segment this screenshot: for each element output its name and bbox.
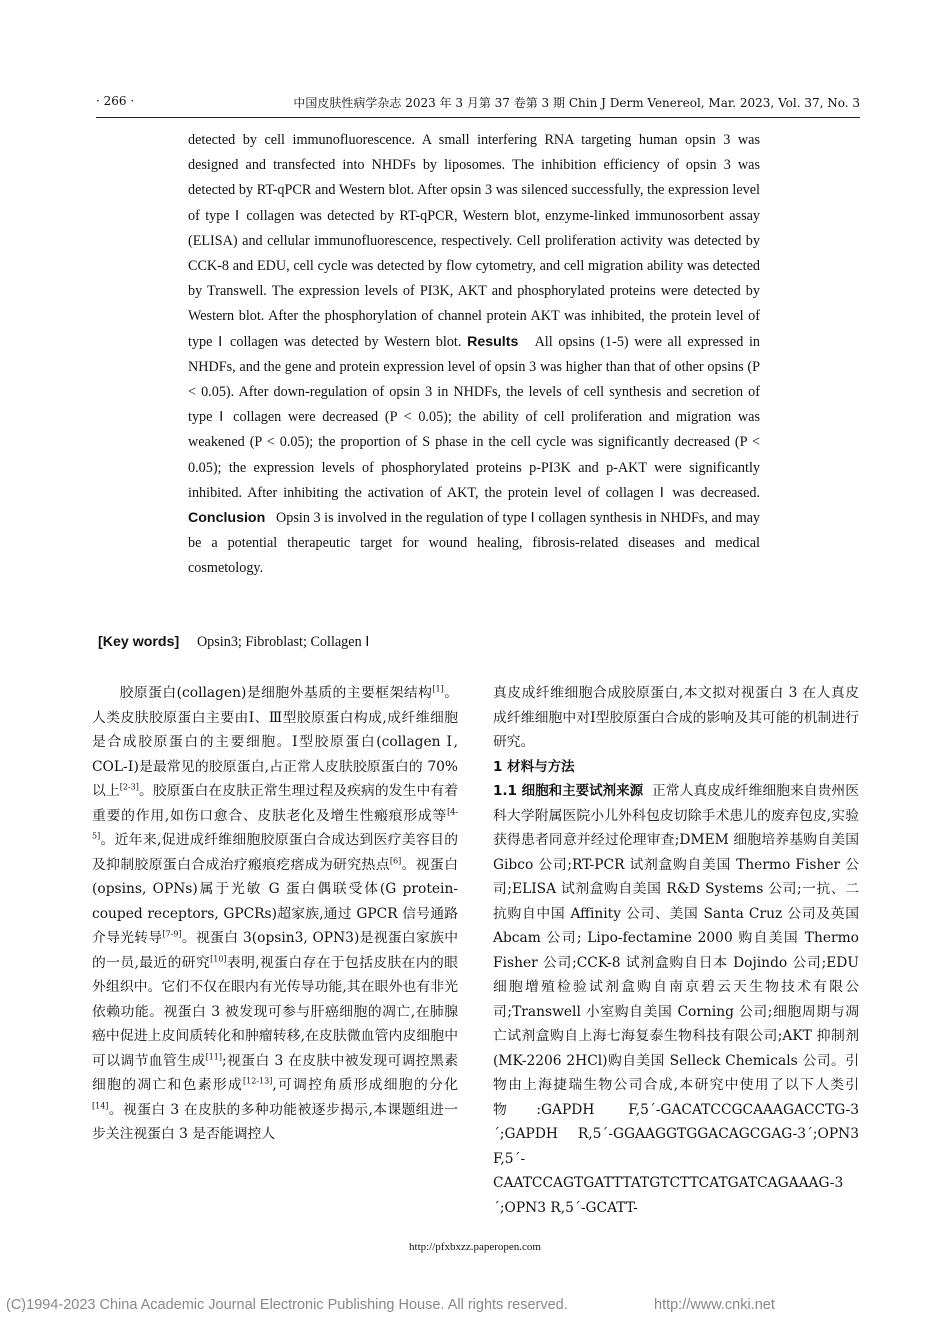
conclusion-label: Conclusion bbox=[188, 510, 266, 527]
intro-paragraph: 胶原蛋白(collagen)是细胞外基质的主要框架结构[1]。人类皮肤胶原蛋白主要由Ⅰ、Ⅲ型胶原蛋白构成,成纤维细胞是合成胶原蛋白的主要细胞。Ⅰ型胶原蛋白(collagen Ⅰ, COL-Ⅰ)是最常见的胶原蛋白,占正常人皮肤胶原蛋白的 70% 以上[2-3]。胶原蛋白在皮肤正常生理过程及疾病的发生中有着重要的作用,如伤口愈合、皮肤老化及增生性瘢痕形成等[4-5]。近年来,促进成纤维细胞胶原蛋白合成达到医疗美容目的及抑制胶原蛋白合成治疗瘢痕疙瘩成为研究热点[6]。视蛋白(opsins, OPNs)属于光敏 G 蛋白偶联受体(G protein-couped receptors, GPCRs)超家族,通过 GPCR 信号通路介导光转导[7-9]。视蛋白 3(opsin3, OPN3)是视蛋白家族中的一员,最近的研究[10]表明,视蛋白存在于包括皮肤在内的眼外组织中。它们不仅在眼内有光传导功能,其在眼外也有非光依赖功能。视蛋白 3 被发现可参与肝癌细胞的凋亡,在肺腺癌中促进上皮间质转化和肿瘤转移,在皮肤微血管内皮细胞中可以调节血管生成[11];视蛋白 3 在皮肤中被发现可调控黑素细胞的凋亡和色素形成[12-13],可调控角质形成细胞的分化[14]。视蛋白 3 在皮肤的多种功能被逐步揭示,本课题组进一步关注视蛋白 3 是否能调控人 bbox=[92, 684, 459, 1142]
journal-citation: 中国皮肤性病学杂志 2023 年 3 月第 37 卷第 3 期 Chin J Derm Venereol, Mar. 2023, Vol. 37, No. 3 bbox=[293, 96, 860, 110]
citation-ref: [11] bbox=[205, 1051, 223, 1061]
subsection-heading: 1.1 细胞和主要试剂来源 bbox=[493, 783, 644, 799]
copyright-notice: (C)1994-2023 China Academic Journal Electronic Publishing House. All rights reserved. bbox=[6, 1297, 568, 1313]
citation-ref: [6] bbox=[389, 855, 402, 865]
citation-ref: [1] bbox=[432, 684, 444, 694]
journal-url: http://pfxbxzz.paperopen.com bbox=[409, 1241, 541, 1253]
citation-ref: [10] bbox=[210, 953, 227, 963]
methods-text: 正常人真皮成纤维细胞来自贵州医科大学附属医院小儿外科包皮切除手术患儿的废弃包皮,实验获得患者同意并经过伦理审查;DMEM 细胞培养基购自美国 Gibco 公司;RT-PCR 试剂盒购自美国 Thermo Fisher 公司;ELISA 试剂盒购自美国 R&D Systems 公司;一抗、二抗购自中国 Affinity 公司、美国 Santa Cruz 公司及英国 Abcam 公司; Lipo-fectamine 2000 购自美国 Thermo Fisher 公司;CCK-8 试剂盒购自日本 Dojindo 公司;EDU 细胞增殖检验试剂盒购自南京碧云天生物技术有限公司;Transwell 小室购自美国 Corning 公司;细胞周期与凋亡试剂盒购自上海七海复泰生物科技有限公司;AKT 抑制剂(MK-2206 2HCl)购自美国 Selleck Chemicals 公司。引物由上海捷瑞生物公司合成,本研究中使用了以下人类引物:GAPDH F,5´-GACATCCGCAAAGACCTG-3´;GAPDH R,5´-GGAAGGTGGACAGCGAG-3´;OPN3 F,5´-CAATCCAGTGATTTATGTCTTCATGATCAGAAAG-3´;OPN3 R,5´-GCATT- bbox=[493, 783, 859, 1216]
abstract-methods: detected by cell immunofluorescence. A small interfering RNA targeting human opsin 3 was designed and transfected into NHDFs by liposomes. The inhibition efficiency of opsin 3 was detected by RT-qPCR and Western blot. After opsin 3 was silenced successfully, the expression level of type Ⅰ collagen was detected by RT-qPCR, Western blot, enzyme-linked immunosorbent assay (ELISA) and cellular immunofluorescence, respectively. Cell proliferation activity was detected by CCK-8 and EDU, cell cycle was detected by flow cytometry, and cell migration ability was detected by Transwell. The expression levels of PI3K, AKT and phosphorylated proteins were detected by Western blot. After the phosphorylation of channel protein AKT was inhibited, the protein level of type Ⅰ collagen was detected by Western blot. bbox=[188, 132, 760, 350]
citation-ref: [2-3] bbox=[119, 782, 139, 792]
header-rule bbox=[96, 117, 860, 118]
methods-paragraph bbox=[493, 779, 859, 1220]
citation-ref: [4-5] bbox=[92, 806, 458, 841]
keywords-text: Opsin3; Fibroblast; Collagen Ⅰ bbox=[196, 634, 370, 650]
running-header bbox=[96, 92, 860, 114]
footer bbox=[0, 1297, 950, 1319]
keywords bbox=[98, 634, 798, 651]
left-column bbox=[92, 681, 458, 1147]
citation-ref: [12-13] bbox=[243, 1076, 273, 1086]
citation-ref: [7-9] bbox=[162, 929, 182, 939]
keywords-label: [Key words] bbox=[98, 634, 180, 650]
abstract-results: All opsins (1-5) were all expressed in NHDFs, and the gene and protein expression level of opsin 3 was higher than that of other opsins (P < 0.05). After down-regulation of opsin 3 in NHDFs, the levels of cell synthesis and secretion of type Ⅰ collagen were decreased (P < 0.05); the ability of cell proliferation and migration was weakened (P < 0.05); the proportion of S phase in the cell cycle was significantly decreased (P < 0.05); the expression levels of phosphorylated proteins p-PI3K and p-AKT were significantly inhibited. After inhibiting the activation of AKT, the protein level of collagen Ⅰ was decreased. bbox=[188, 333, 761, 501]
results-label: Results bbox=[467, 333, 519, 350]
abstract-conclusion: Opsin 3 is involved in the regulation of type Ⅰ collagen synthesis in NHDFs, and may be a potential therapeutic target for wound healing, fibrosis-related diseases and medical cosmetology. bbox=[188, 510, 760, 577]
right-column bbox=[493, 681, 859, 1220]
intro-continuation: 真皮成纤维细胞合成胶原蛋白,本文拟对视蛋白 3 在人真皮成纤维细胞中对Ⅰ型胶原蛋白合成的影响及其可能的机制进行研究。 bbox=[493, 685, 859, 750]
page-number: · 266 · bbox=[96, 94, 135, 108]
abstract bbox=[188, 128, 760, 582]
citation-ref: [14] bbox=[92, 1100, 109, 1110]
section-heading: 1 材料与方法 bbox=[493, 758, 575, 775]
cnki-link[interactable]: http://www.cnki.net bbox=[654, 1297, 775, 1313]
